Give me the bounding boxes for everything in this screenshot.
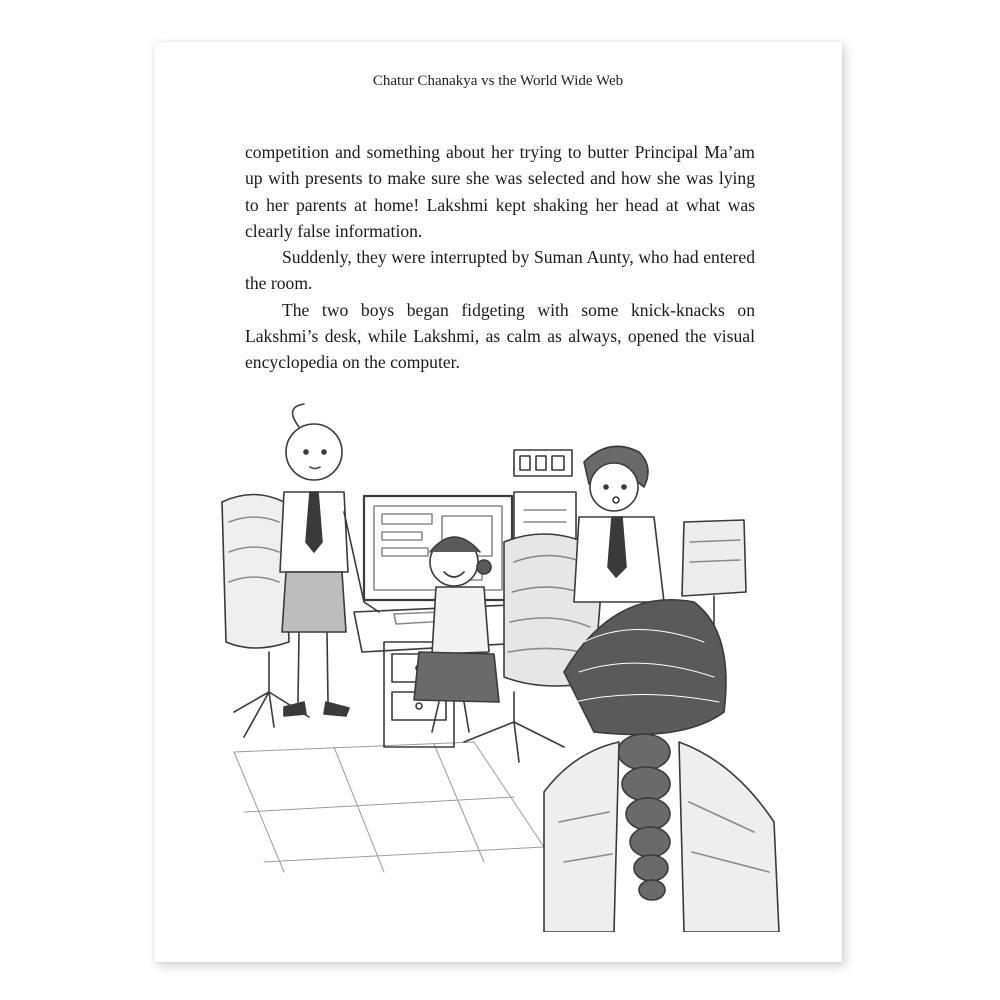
seated-girl	[414, 537, 499, 732]
curly-haired-boy	[574, 446, 664, 602]
paragraph-2: Suddenly, they were interrupted by Suman Aunty, who had entered the room.	[245, 247, 755, 294]
floor-tiles	[234, 742, 554, 872]
woman-from-behind	[544, 600, 779, 932]
paragraph-1: competition and something about her trying to butter Principal Ma’am up with presents to make sure she was selected and how she was lying to her parents at home! Lakshmi kept shaking her head at what was clearly false information.	[245, 142, 755, 241]
sketch-illustration	[214, 392, 794, 932]
body-text	[245, 139, 755, 376]
book-page	[154, 42, 842, 962]
paragraph-3: The two boys began fidgeting with some knick-knacks on Lakshmi’s desk, while Lakshmi, as calm as always, opened the visual encyclopedia on the computer.	[245, 299, 755, 373]
switchboard	[514, 450, 572, 476]
pencil-sketch-illustration-icon	[214, 392, 794, 932]
running-head: Chatur Chanakya vs the World Wide Web	[372, 73, 624, 89]
